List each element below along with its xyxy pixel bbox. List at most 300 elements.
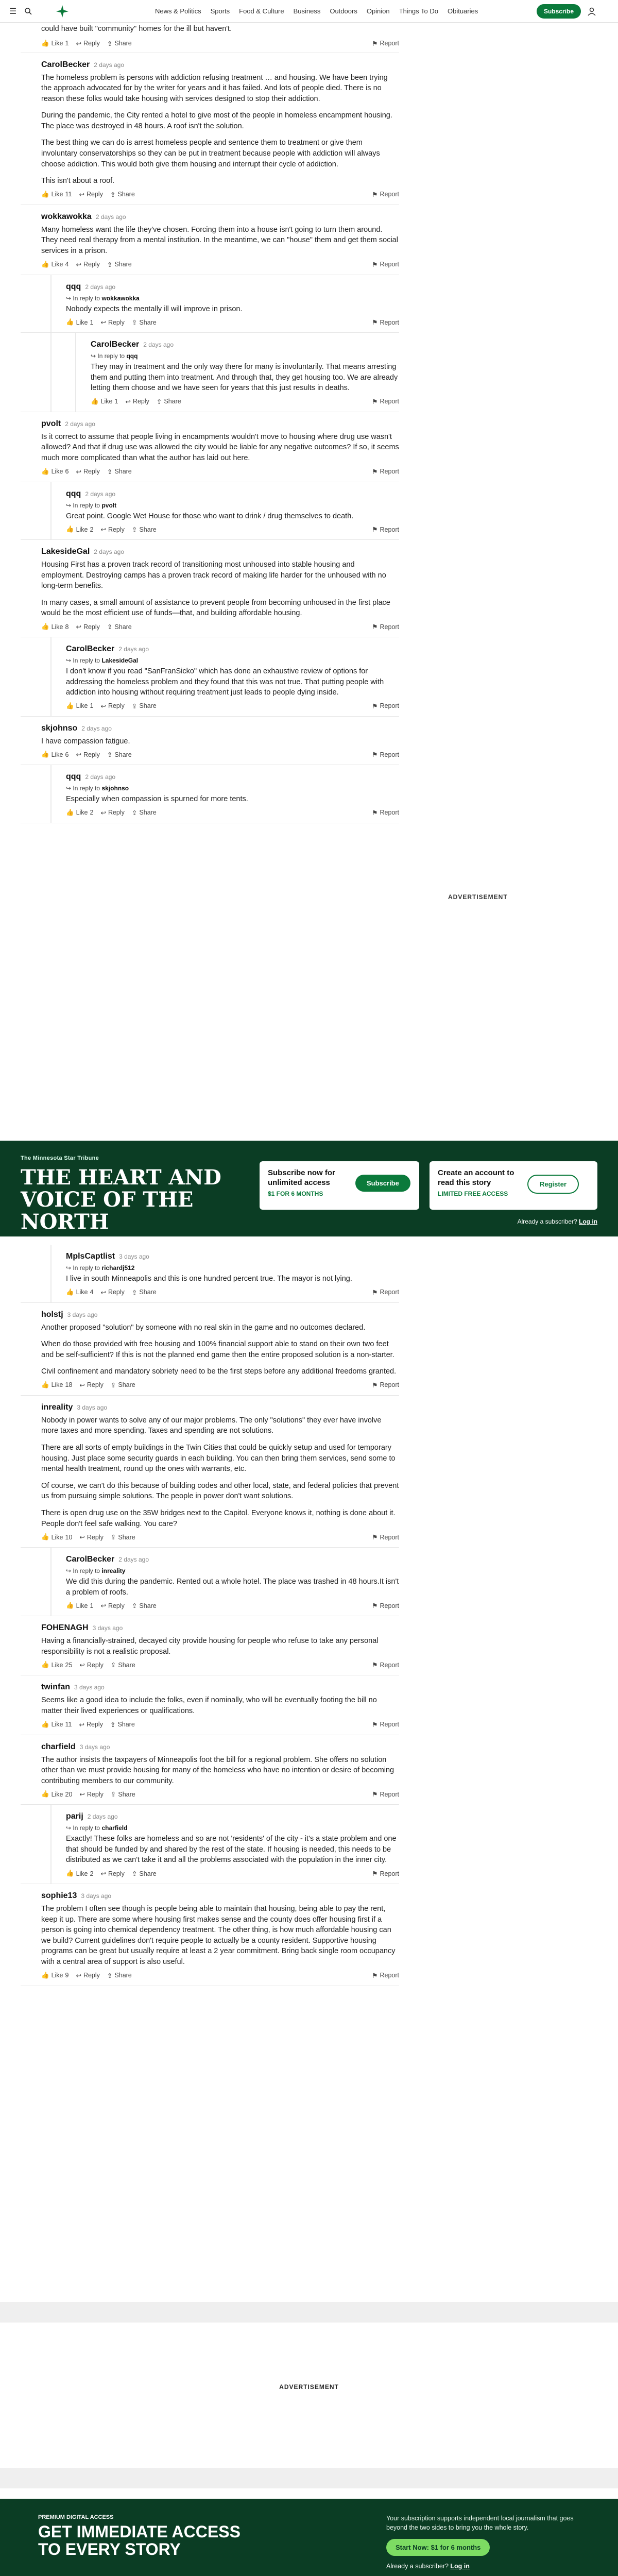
like-button[interactable]: 👍 Like 6: [41, 467, 69, 476]
nav-item-news-politics[interactable]: News & Politics: [155, 7, 201, 15]
reply-icon: ↩: [100, 809, 106, 817]
comment-author[interactable]: qqq: [66, 282, 81, 291]
in-reply-to: ↪ In reply to charfield: [66, 1824, 128, 1832]
comment-actions: [91, 398, 399, 405]
reply-button[interactable]: ↩ Reply: [79, 1533, 104, 1541]
comment-author[interactable]: parij: [66, 1812, 83, 1821]
reply-icon: ↩: [76, 40, 81, 47]
flag-icon: ⚑: [372, 526, 378, 534]
thumbs-up-icon: 👍: [41, 1381, 49, 1388]
comment-text: They may in treatment and the only way there for many is involuntarily. That means arresting them and putting them into treatment. And through that, they get housing too. We are already letting them choose and we have seen for years that this just results in deaths.: [91, 363, 398, 393]
share-button[interactable]: ⇪ Share: [131, 318, 157, 327]
ad-spacer-bottom: [0, 2468, 618, 2488]
reply-button[interactable]: ↩ Reply: [100, 1870, 125, 1878]
report-button[interactable]: ⚑ Report: [372, 1602, 399, 1610]
comment-author[interactable]: skjohnso: [41, 723, 78, 733]
comment-actions: [66, 318, 399, 326]
comment-text: Civil confinement and mandatory sobriety need to be the first steps before any additional freedoms granted.: [41, 1367, 397, 1376]
comment-author[interactable]: qqq: [66, 489, 81, 498]
report-button[interactable]: ⚑ Report: [372, 1870, 399, 1878]
share-button[interactable]: ⇪ Share: [110, 1721, 135, 1728]
reply-target-author[interactable]: qqq: [126, 352, 138, 360]
share-button[interactable]: ⇪ Share: [107, 40, 132, 47]
share-button[interactable]: ⇪ Share: [131, 809, 157, 817]
like-button[interactable]: 👍 Like 8: [41, 623, 69, 631]
reply-icon: ↩: [79, 1534, 85, 1541]
comment-timestamp: 2 days ago: [118, 1556, 149, 1564]
report-button[interactable]: ⚑ Report: [372, 318, 399, 327]
flag-icon: ⚑: [372, 1662, 378, 1669]
comment-body: [91, 362, 399, 394]
like-button[interactable]: 👍 Like 20: [41, 1790, 73, 1798]
share-icon: ⇪: [131, 1602, 138, 1610]
reply-icon: ↩: [79, 1662, 85, 1669]
comment-header: [66, 1555, 399, 1564]
comment-text: I live in south Minneapolis and this is one hundred percent true. The mayor is not lying.: [66, 1275, 352, 1283]
reply-icon: ↩: [79, 1721, 84, 1728]
comment-actions: [41, 751, 399, 758]
comment-text: The best thing we can do is arrest homeless people and sentence them to treatment or give them involuntary conservatorships so they can be put in treatment because people with addiction will always choose addiction. This would both give them housing and interrupt their cycle of addiction.: [41, 139, 380, 168]
share-icon: ⇪: [110, 1662, 116, 1669]
comment-author[interactable]: twinfan: [41, 1683, 70, 1692]
share-button[interactable]: ⇪ Share: [131, 526, 157, 534]
top-nav-bar: [0, 0, 618, 23]
like-button[interactable]: 👍 Like 1: [66, 1602, 94, 1609]
comment-actions: [66, 1289, 399, 1296]
comment-header: [41, 1623, 399, 1633]
comment-text: Great point. Google Wet House for those who want to drink / drug themselves to death.: [66, 512, 354, 520]
in-reply-to: ↪ In reply to wokkawokka: [66, 294, 140, 302]
thread-line: [50, 482, 52, 540]
like-count: 6: [65, 751, 69, 758]
comment-body: [66, 511, 399, 522]
share-icon: ⇪: [110, 1791, 116, 1799]
comment-timestamp: 2 days ago: [87, 1813, 118, 1821]
comment-text: When do those provided with free housing and 100% financial support able to stand on their own two feet and be self-sufficient? If this is not the planned end game then the entire proposed solution is a non-starter.: [41, 1340, 394, 1359]
premium-login-prompt: Already a subscriber? Log in: [386, 2563, 470, 2570]
reply-button[interactable]: ↩ Reply: [100, 318, 125, 327]
like-count: 4: [65, 261, 69, 268]
reply-arrow-icon: ↪: [66, 294, 73, 302]
nav-item-sports[interactable]: Sports: [210, 7, 230, 15]
thumbs-up-icon: 👍: [41, 1661, 49, 1669]
report-button[interactable]: ⚑ Report: [372, 1381, 399, 1389]
comment-body: [66, 1577, 399, 1598]
like-button[interactable]: 👍 Like 1: [91, 397, 118, 405]
flag-icon: ⚑: [372, 319, 378, 327]
comment-author[interactable]: sophie13: [41, 1891, 77, 1901]
share-button[interactable]: ⇪ Share: [110, 191, 135, 198]
reply-button[interactable]: ↩ Reply: [79, 191, 103, 198]
like-button[interactable]: 👍 Like 1: [41, 39, 69, 47]
comment-body: [66, 666, 399, 698]
star-tribune-logo[interactable]: [55, 4, 70, 19]
comment-header: [41, 419, 399, 429]
like-count: 18: [65, 1381, 73, 1389]
reply-icon: ↩: [76, 1972, 81, 1979]
nav-item-outdoors[interactable]: Outdoors: [330, 7, 357, 15]
thumbs-up-icon: 👍: [66, 1870, 74, 1877]
thumbs-up-icon: 👍: [66, 318, 74, 326]
thread-line: [50, 1245, 52, 1302]
like-button[interactable]: 👍 Like 4: [66, 1288, 94, 1296]
comment-body: [66, 1834, 399, 1866]
nav-item-things-to-do[interactable]: Things To Do: [399, 7, 438, 15]
comment-header: [41, 1891, 399, 1901]
menu-icon[interactable]: ☰: [9, 7, 17, 16]
flag-icon: ⚑: [372, 261, 378, 268]
share-icon: ⇪: [131, 319, 138, 327]
comments-list-continued: [21, 1245, 399, 1986]
banner-login-link[interactable]: Log in: [579, 1218, 597, 1225]
reply-target-author[interactable]: LakesideGal: [101, 657, 139, 665]
report-button[interactable]: ⚑ Report: [372, 623, 399, 631]
thread-line: [50, 765, 52, 823]
comment-reply: [21, 275, 399, 333]
like-button[interactable]: 👍 Like 2: [66, 526, 94, 533]
like-button[interactable]: 👍 Like 2: [66, 1870, 94, 1877]
like-count: 2: [90, 809, 94, 817]
comment-text: Exactly! These folks are homeless and so are not 'residents' of the city - it's a state problem and one that should be funded by and shared by the rest of the state. If housing is needed, this needs to be distributed as we can't take it and all the problems associated with the population in the inner city.: [66, 1835, 397, 1865]
banner-subscribe-button[interactable]: Subscribe: [355, 1175, 410, 1192]
comment-body: [41, 73, 399, 187]
like-button[interactable]: 👍 Like 4: [41, 260, 69, 268]
reply-icon: ↩: [76, 751, 81, 759]
reply-button[interactable]: ↩ Reply: [76, 751, 100, 759]
like-button[interactable]: 👍 Like 11: [41, 1720, 72, 1728]
share-button[interactable]: ⇪ Share: [107, 1972, 132, 1979]
reply-icon: ↩: [76, 623, 81, 631]
banner-login-prompt: Already a subscriber? Log in: [517, 1218, 597, 1225]
comment-author[interactable]: CarolBecker: [66, 645, 115, 654]
like-count: 1: [90, 702, 94, 710]
share-icon: ⇪: [107, 261, 113, 268]
thumbs-up-icon: 👍: [66, 702, 74, 709]
reply-arrow-icon: ↪: [66, 1264, 73, 1272]
premium-headline: GET IMMEDIATE ACCESS TO EVERY STORY: [38, 2522, 241, 2558]
share-button[interactable]: ⇪ Share: [107, 468, 132, 476]
share-button[interactable]: ⇪ Share: [131, 1602, 157, 1610]
report-button[interactable]: ⚑ Report: [372, 398, 399, 405]
comment-reply: [21, 1548, 399, 1616]
comment-timestamp: 2 days ago: [94, 61, 124, 69]
thread-line: [50, 1805, 52, 1884]
thumbs-up-icon: 👍: [41, 623, 49, 631]
reply-target-author[interactable]: wokkawokka: [101, 294, 140, 302]
comment-header: [66, 645, 399, 654]
register-card: [430, 1161, 597, 1210]
share-button[interactable]: ⇪ Share: [131, 1870, 157, 1878]
comment-actions: [66, 702, 399, 710]
report-button[interactable]: ⚑ Report: [372, 702, 399, 710]
thumbs-up-icon: 👍: [66, 526, 74, 533]
comment-actions: [41, 1972, 399, 1979]
like-count: 11: [65, 1721, 72, 1728]
comment-author[interactable]: MplsCaptlist: [66, 1252, 115, 1261]
comment-body: [41, 1323, 399, 1377]
comment-text: could have built "community" homes for the ill but haven't.: [41, 25, 232, 33]
share-icon: ⇪: [131, 1870, 138, 1878]
comment-reply: [21, 482, 399, 540]
thumbs-up-icon: 👍: [41, 190, 49, 198]
flag-icon: ⚑: [372, 191, 378, 198]
like-count: 2: [90, 1870, 94, 1877]
comment-header: [66, 489, 399, 499]
report-button[interactable]: ⚑ Report: [372, 526, 399, 534]
comment: [21, 717, 399, 766]
reply-button[interactable]: ↩ Reply: [100, 809, 125, 817]
flag-icon: ⚑: [372, 1289, 378, 1296]
flag-icon: ⚑: [372, 751, 378, 759]
in-reply-to: ↪ In reply to richardj512: [66, 1264, 135, 1272]
comment: [21, 1396, 399, 1548]
comment-text: The homeless problem is persons with addiction refusing treatment … and housing. We have been trying the approach advocated for by the writer for years and it has failed. And lots of people died. There is no reason these folks would take housing with services designed to stop their addiction.: [41, 73, 388, 103]
premium-login-link[interactable]: Log in: [450, 2563, 470, 2570]
reply-button[interactable]: ↩ Reply: [76, 40, 100, 47]
comment-reply: [21, 333, 399, 412]
premium-blurb: Your subscription supports independent local journalism that goes beyond the two sides to bring you the whole story.: [386, 2515, 574, 2531]
comment-timestamp: 2 days ago: [65, 420, 95, 428]
nav-item-business[interactable]: Business: [293, 7, 321, 15]
in-reply-to: ↪ In reply to pvolt: [66, 501, 117, 509]
report-button[interactable]: ⚑ Report: [372, 1533, 399, 1541]
like-button[interactable]: 👍 Like 10: [41, 1533, 73, 1541]
comment-text: Especially when compassion is spurned for more tents.: [66, 795, 248, 804]
comment-text: Nobody in power wants to solve any of our major problems. The only "solutions" they ever have involve more taxes and more spending. Taxes and spending are not solutions.: [41, 1416, 382, 1435]
comment-author[interactable]: wokkawokka: [41, 212, 92, 221]
like-button[interactable]: 👍 Like 2: [66, 808, 94, 817]
register-button[interactable]: Register: [527, 1175, 579, 1194]
comment-timestamp: 3 days ago: [74, 1684, 105, 1691]
reply-arrow-icon: ↪: [66, 657, 73, 665]
comment-author[interactable]: CarolBecker: [91, 340, 140, 349]
flag-icon: ⚑: [372, 1534, 378, 1541]
comment-author[interactable]: charfield: [41, 1742, 76, 1751]
share-button[interactable]: ⇪ Share: [110, 1790, 135, 1799]
reply-target-author[interactable]: charfield: [101, 1824, 128, 1832]
comment-text: Is it correct to assume that people living in encampments wouldn't move to housing where drug use wasn't allowed? And that if drug use was allowed the city would be liable for any negative outcomes? If so, it seems much more complicated than what the author has laid out here.: [41, 432, 399, 462]
share-icon: ⇪: [131, 702, 138, 710]
comment-body: [41, 225, 399, 257]
comment-timestamp: 3 days ago: [81, 1892, 112, 1900]
comment-body: [41, 736, 399, 747]
flag-icon: ⚑: [372, 1972, 378, 1979]
reply-button[interactable]: ↩ Reply: [79, 1790, 104, 1799]
comment-timestamp: 2 days ago: [85, 773, 116, 781]
comment-header: [91, 340, 399, 349]
comment: [21, 412, 399, 482]
thumbs-up-icon: 👍: [41, 1533, 49, 1541]
thread-line: [50, 275, 52, 333]
comment-author[interactable]: CarolBecker: [41, 60, 90, 69]
share-button[interactable]: ⇪ Share: [110, 1533, 135, 1541]
share-button[interactable]: ⇪ Share: [131, 702, 157, 710]
report-button[interactable]: ⚑ Report: [372, 1972, 399, 1979]
share-button[interactable]: ⇪ Share: [107, 751, 132, 759]
comment-header: [41, 1310, 399, 1319]
comment-author[interactable]: FOHENAGH: [41, 1623, 89, 1633]
share-button[interactable]: ⇪ Share: [110, 1661, 135, 1669]
comment-text: We did this during the pandemic. Rented out a whole hotel. The place was trashed in 48 hours.It isn't a problem of roofs.: [66, 1578, 399, 1597]
comment-body: [41, 432, 399, 464]
share-icon: ⇪: [110, 191, 116, 198]
like-button[interactable]: 👍 Like 1: [66, 318, 94, 326]
like-count: 11: [65, 191, 72, 198]
comment-header: [41, 212, 399, 222]
comment-text: Having a financially-strained, decayed city provide housing for people who refuse to take any personal responsibility is not a realistic proposal.: [41, 1637, 379, 1656]
register-card-note: LIMITED FREE ACCESS: [438, 1190, 508, 1197]
comment-timestamp: 2 days ago: [81, 724, 112, 732]
flag-icon: ⚑: [372, 1870, 378, 1878]
reply-target-author[interactable]: inreality: [101, 1567, 126, 1575]
comment: [21, 1303, 399, 1396]
reply-button[interactable]: ↩ Reply: [100, 526, 125, 534]
in-reply-to: ↪ In reply to inreality: [66, 1567, 126, 1575]
share-icon: ⇪: [131, 1289, 138, 1296]
comment-body: [66, 794, 399, 805]
share-icon: ⇪: [131, 526, 138, 534]
reply-icon: ↩: [100, 702, 106, 710]
search-icon[interactable]: [23, 6, 34, 17]
comment-timestamp: 2 days ago: [94, 548, 124, 556]
flag-icon: ⚑: [372, 1721, 378, 1728]
reply-button[interactable]: ↩ Reply: [100, 1602, 125, 1610]
comment-header: [41, 1403, 399, 1412]
like-button[interactable]: 👍 Like 25: [41, 1661, 73, 1669]
comment: [21, 540, 399, 637]
nav-item-obituaries[interactable]: Obituaries: [448, 7, 478, 15]
comment-body: [66, 1274, 399, 1284]
section-nav: [150, 7, 483, 15]
report-button[interactable]: ⚑ Report: [372, 40, 399, 47]
banner-kicker: The Minnesota Star Tribune: [21, 1155, 99, 1161]
share-icon: ⇪: [107, 1972, 113, 1979]
share-button[interactable]: ⇪ Share: [110, 1381, 135, 1389]
comment-header: [66, 772, 399, 782]
share-button[interactable]: ⇪ Share: [107, 623, 132, 631]
like-count: 2: [90, 526, 94, 533]
reply-arrow-icon: ↪: [66, 501, 73, 509]
comment-actions: [66, 526, 399, 533]
header-subscribe-button[interactable]: Subscribe: [537, 4, 581, 19]
reply-button[interactable]: ↩ Reply: [79, 1661, 104, 1669]
comment-text: I don't know if you read "SanFranSicko" which has done an exhaustive review of options for addressing the homeless problem and they found that this was not true. That putting people with addiction into housing without requiring treatment just leads to people dying inside.: [66, 667, 384, 697]
reply-button[interactable]: ↩ Reply: [79, 1721, 103, 1728]
nav-item-food-culture[interactable]: Food & Culture: [239, 7, 284, 15]
comment-text: There are all sorts of empty buildings in the Twin Cities that could be quickly setup and used for temporary housing. Just place some security guards in each building. You can then bring them services, send some to mental health treatment, round up the ones with warrants, etc.: [41, 1444, 396, 1473]
comment-actions: [41, 1661, 399, 1669]
flag-icon: ⚑: [372, 1791, 378, 1799]
comment-author[interactable]: LakesideGal: [41, 547, 90, 556]
report-button[interactable]: ⚑ Report: [372, 809, 399, 817]
like-button[interactable]: 👍 Like 9: [41, 1971, 69, 1979]
report-button[interactable]: ⚑ Report: [372, 468, 399, 476]
subscribe-card: [260, 1161, 419, 1210]
thumbs-up-icon: 👍: [66, 808, 74, 816]
reply-arrow-icon: ↪: [91, 352, 98, 360]
reply-button[interactable]: ↩ Reply: [76, 468, 100, 476]
comment-author[interactable]: pvolt: [41, 419, 61, 428]
like-button[interactable]: 👍 Like 11: [41, 190, 72, 198]
thumbs-up-icon: 👍: [66, 1602, 74, 1609]
like-count: 4: [90, 1289, 94, 1296]
comment-author[interactable]: holstj: [41, 1310, 63, 1319]
reply-target-author[interactable]: richardj512: [101, 1264, 135, 1272]
comment-text: There is open drug use on the 35W bridges next to the Capitol. Everyone knows it, nothing is done about it. People don't feel safe walking. You care?: [41, 1509, 396, 1528]
comment-author[interactable]: qqq: [66, 772, 81, 782]
reply-target-author[interactable]: pvolt: [101, 501, 117, 509]
flag-icon: ⚑: [372, 623, 378, 631]
reply-button[interactable]: ↩ Reply: [125, 398, 149, 405]
thumbs-up-icon: 👍: [41, 260, 49, 268]
like-button[interactable]: 👍 Like 18: [41, 1381, 73, 1389]
comment-author[interactable]: inreality: [41, 1402, 73, 1412]
share-icon: ⇪: [131, 809, 138, 817]
report-button[interactable]: ⚑ Report: [372, 1289, 399, 1296]
comment-author[interactable]: CarolBecker: [66, 1555, 115, 1564]
thread-line: [50, 333, 52, 412]
reply-button[interactable]: ↩ Reply: [79, 1381, 104, 1389]
thumbs-up-icon: 👍: [66, 1288, 74, 1296]
report-button[interactable]: ⚑ Report: [372, 1790, 399, 1799]
flag-icon: ⚑: [372, 1381, 378, 1389]
thumbs-up-icon: 👍: [41, 39, 49, 47]
comment-text: Nobody expects the mentally ill will improve in prison.: [66, 304, 243, 313]
comment-header: [41, 1683, 399, 1692]
user-account-icon[interactable]: [586, 6, 597, 17]
nav-item-opinion[interactable]: Opinion: [366, 7, 390, 15]
comment-reply: [21, 1245, 399, 1303]
report-button[interactable]: ⚑ Report: [372, 261, 399, 268]
comment-text: I have compassion fatigue.: [41, 737, 130, 745]
comment: [21, 53, 399, 205]
like-button[interactable]: 👍 Like 6: [41, 751, 69, 758]
report-button[interactable]: ⚑ Report: [372, 1721, 399, 1728]
reply-target-author[interactable]: skjohnso: [101, 785, 129, 792]
comment-body: [41, 1415, 399, 1529]
comment-timestamp: 2 days ago: [95, 213, 126, 221]
like-count: 8: [65, 623, 69, 631]
start-now-button[interactable]: Start Now: $1 for 6 months: [386, 2539, 490, 2556]
comment-actions: [41, 1381, 399, 1389]
comment: [21, 1675, 399, 1735]
comment-body: [41, 1695, 399, 1716]
comment-timestamp: 3 days ago: [119, 1253, 149, 1260]
comment-actions: [41, 191, 399, 198]
share-button[interactable]: ⇪ Share: [131, 1289, 157, 1296]
reply-button[interactable]: ↩ Reply: [100, 702, 125, 710]
share-button[interactable]: ⇪ Share: [107, 261, 132, 268]
reply-button[interactable]: ↩ Reply: [76, 623, 100, 631]
reply-button[interactable]: ↩ Reply: [76, 261, 100, 268]
report-button[interactable]: ⚑ Report: [372, 191, 399, 198]
report-button[interactable]: ⚑ Report: [372, 751, 399, 759]
comment-actions: [41, 1790, 399, 1798]
reply-button[interactable]: ↩ Reply: [76, 1972, 100, 1979]
in-reply-to: ↪ In reply to skjohnso: [66, 785, 129, 792]
reply-icon: ↩: [76, 468, 81, 476]
share-button[interactable]: ⇪ Share: [156, 398, 181, 405]
like-button[interactable]: 👍 Like 1: [66, 702, 94, 710]
share-icon: ⇪: [110, 1721, 116, 1728]
report-button[interactable]: ⚑ Report: [372, 1661, 399, 1669]
comment-header: [66, 1812, 399, 1821]
reply-button[interactable]: ↩ Reply: [100, 1289, 125, 1296]
share-icon: ⇪: [107, 623, 113, 631]
comment-timestamp: 3 days ago: [92, 1624, 123, 1632]
flag-icon: ⚑: [372, 468, 378, 476]
reply-arrow-icon: ↪: [66, 1567, 73, 1575]
